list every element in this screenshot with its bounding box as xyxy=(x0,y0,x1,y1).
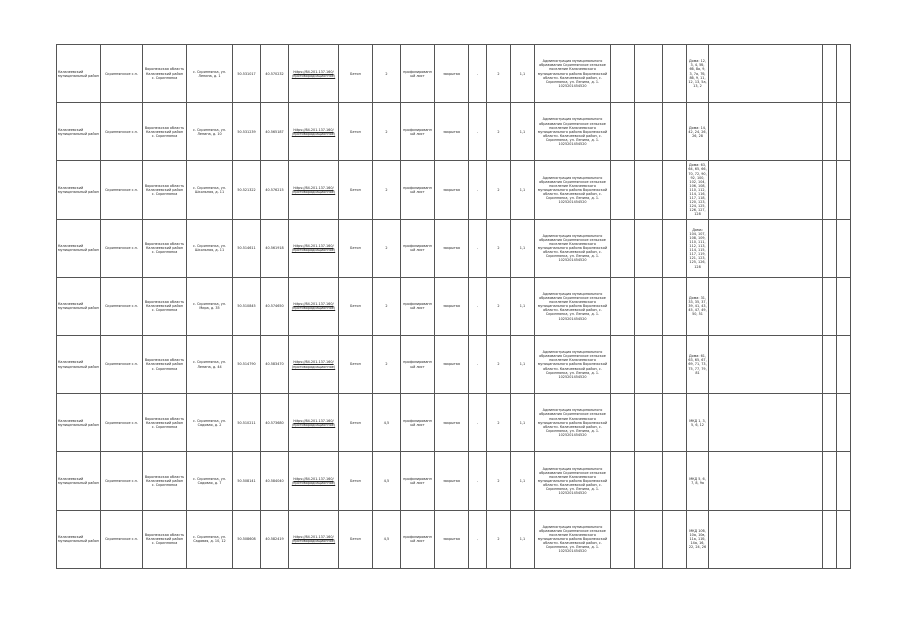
cell-exits: 2 xyxy=(487,45,511,103)
cell-col-18 xyxy=(663,335,687,393)
cell-region-address: Воронежская область Калачеевский район с. Скрипнянка xyxy=(143,277,187,335)
cell-roof-material: профилированный лист xyxy=(401,161,435,219)
table-row xyxy=(57,335,851,393)
cell-col-19: Дома: 104, 107, 108, 109, 110, 111, 112, 113, 114, 115, 117, 119, 121, 123, 125, 126, 128 xyxy=(687,219,709,277)
cell-wall-material: Бетон xyxy=(339,45,373,103)
cell-floors: 2 xyxy=(373,161,401,219)
cell-shelter-type: https://84.201.137.160/ (противорадиационное) xyxy=(289,103,339,161)
cell-shelter-type: https://84.201.137.160/ (противорадиационное) xyxy=(289,161,339,219)
cell-col-19: Дома: 12, 3, 4, 5б, 6б, 8а, 9, 3, 7а, 7б, 8б, 9, 11, 12, 13, 5а, 13, 2 xyxy=(687,45,709,103)
cell-longitude: 40.582419 xyxy=(261,510,289,568)
cell-capacity: - xyxy=(469,277,487,335)
cell-access-type: закрытая xyxy=(435,335,469,393)
cell-col-16 xyxy=(611,394,635,452)
cell-col-21 xyxy=(823,219,837,277)
cell-col-16 xyxy=(611,335,635,393)
table-row xyxy=(57,277,851,335)
cell-col-17 xyxy=(635,452,663,510)
cell-col-22 xyxy=(837,161,851,219)
cell-col-22 xyxy=(837,277,851,335)
cell-longitude: 40.584040 xyxy=(261,452,289,510)
cell-capacity: - xyxy=(469,335,487,393)
cell-wall-material: Бетон xyxy=(339,161,373,219)
cell-col-16 xyxy=(611,277,635,335)
cell-height: 1,1 xyxy=(511,103,535,161)
cell-exits: 2 xyxy=(487,103,511,161)
cell-latitude: 50.510211 xyxy=(233,394,261,452)
cell-height: 1,1 xyxy=(511,219,535,277)
cell-height: 1,1 xyxy=(511,335,535,393)
shelter-registry-table xyxy=(56,44,851,569)
cell-roof-material: профилированный лист xyxy=(401,335,435,393)
cell-served-buildings xyxy=(709,510,823,568)
cell-col-19: МКД 1, 3, 5, 6, 12 xyxy=(687,394,709,452)
cell-exits: 2 xyxy=(487,161,511,219)
cell-col-18 xyxy=(663,161,687,219)
cell-height: 1,1 xyxy=(511,510,535,568)
cell-wall-material: Бетон xyxy=(339,103,373,161)
cell-street-address: с. Скрипнянка, ул. Школьная, д. 11 xyxy=(187,161,233,219)
cell-access-type: закрытая xyxy=(435,103,469,161)
cell-district: Калачеевский муниципальный район xyxy=(57,45,101,103)
cell-served-buildings xyxy=(709,452,823,510)
cell-settlement: Скрипнянское с.п. xyxy=(101,277,143,335)
cell-access-type: закрытая xyxy=(435,45,469,103)
cell-floors: 4,5 xyxy=(373,394,401,452)
cell-exits: 2 xyxy=(487,452,511,510)
table-row xyxy=(57,394,851,452)
cell-settlement: Скрипнянское с.п. xyxy=(101,219,143,277)
cell-col-18 xyxy=(663,452,687,510)
cell-col-19: Дома: 61, 63, 65, 67, 69, 71, 73, 75, 77, 79, 81 xyxy=(687,335,709,393)
cell-col-17 xyxy=(635,219,663,277)
cell-region-address: Воронежская область Калачеевский район с. Скрипнянка xyxy=(143,103,187,161)
cell-street-address: с. Скрипнянка, ул. Ленина, д. 10 xyxy=(187,103,233,161)
cell-capacity: - xyxy=(469,103,487,161)
cell-owner-info: Администрация муниципального образования Скрипнянское сельское поселение Калачеевского муниципального района Воронежской области. Калачеевский район, с. Скрипнянка, ул. Ленина, д. 1. 1025201454520 xyxy=(535,219,611,277)
cell-longitude: 40.576215 xyxy=(261,161,289,219)
cell-street-address: с. Скрипнянка, ул. Мира, д. 35 xyxy=(187,277,233,335)
cell-access-type: закрытая xyxy=(435,510,469,568)
cell-roof-material: профилированный лист xyxy=(401,452,435,510)
cell-col-21 xyxy=(823,335,837,393)
cell-access-type: закрытая xyxy=(435,219,469,277)
cell-floors: 4,5 xyxy=(373,510,401,568)
cell-latitude: 50.531017 xyxy=(233,45,261,103)
cell-col-16 xyxy=(611,510,635,568)
cell-district: Калачеевский муниципальный район xyxy=(57,277,101,335)
cell-col-18 xyxy=(663,277,687,335)
cell-col-16 xyxy=(611,161,635,219)
cell-access-type: закрытая xyxy=(435,161,469,219)
cell-access-type: закрытая xyxy=(435,277,469,335)
cell-col-22 xyxy=(837,394,851,452)
cell-settlement: Скрипнянское с.п. xyxy=(101,45,143,103)
cell-floors: 2 xyxy=(373,103,401,161)
cell-exits: 2 xyxy=(487,277,511,335)
cell-owner-info: Администрация муниципального образования Скрипнянское сельское поселение Калачеевского муниципального района Воронежской области. Калачеевский район, с. Скрипнянка, ул. Ленина, д. 1. 1025201454520 xyxy=(535,452,611,510)
cell-district: Калачеевский муниципальный район xyxy=(57,335,101,393)
cell-col-19: Дома: 14, 42, 24, 26, 26, 28 xyxy=(687,103,709,161)
cell-col-22 xyxy=(837,45,851,103)
cell-col-21 xyxy=(823,394,837,452)
cell-latitude: 50.510845 xyxy=(233,277,261,335)
cell-region-address: Воронежская область Калачеевский район с. Скрипнянка xyxy=(143,45,187,103)
cell-served-buildings xyxy=(709,277,823,335)
cell-longitude: 40.574650 xyxy=(261,277,289,335)
cell-district: Калачеевский муниципальный район xyxy=(57,510,101,568)
cell-height: 1,1 xyxy=(511,452,535,510)
cell-street-address: с. Скрипнянка, ул. Садовая, д. 2 xyxy=(187,394,233,452)
cell-col-21 xyxy=(823,277,837,335)
cell-served-buildings xyxy=(709,219,823,277)
cell-col-18 xyxy=(663,510,687,568)
cell-owner-info: Администрация муниципального образования Скрипнянское сельское поселение Калачеевского муниципального района Воронежской области. Калачеевский район, с. Скрипнянка, ул. Ленина, д. 1. 1025201454520 xyxy=(535,161,611,219)
cell-region-address: Воронежская область Калачеевский район с. Скрипнянка xyxy=(143,452,187,510)
cell-col-17 xyxy=(635,394,663,452)
cell-served-buildings xyxy=(709,394,823,452)
cell-col-17 xyxy=(635,335,663,393)
table-row xyxy=(57,161,851,219)
cell-region-address: Воронежская область Калачеевский район с. Скрипнянка xyxy=(143,510,187,568)
cell-latitude: 50.514790 xyxy=(233,335,261,393)
cell-settlement: Скрипнянское с.п. xyxy=(101,510,143,568)
cell-col-22 xyxy=(837,103,851,161)
cell-longitude: 40.561918 xyxy=(261,219,289,277)
cell-settlement: Скрипнянское с.п. xyxy=(101,335,143,393)
cell-height: 1,1 xyxy=(511,394,535,452)
cell-region-address: Воронежская область Калачеевский район с. Скрипнянка xyxy=(143,219,187,277)
cell-owner-info: Администрация муниципального образования Скрипнянское сельское поселение Калачеевского муниципального района Воронежской области. Калачеевский район, с. Скрипнянка, ул. Ленина, д. 1. 1025201454520 xyxy=(535,394,611,452)
cell-longitude: 40.583470 xyxy=(261,335,289,393)
cell-shelter-type: https://84.201.137.160/ (противорадиационное) xyxy=(289,45,339,103)
cell-floors: 2 xyxy=(373,45,401,103)
cell-col-16 xyxy=(611,103,635,161)
cell-capacity: - xyxy=(469,45,487,103)
cell-col-22 xyxy=(837,510,851,568)
cell-col-18 xyxy=(663,45,687,103)
cell-district: Калачеевский муниципальный район xyxy=(57,161,101,219)
cell-settlement: Скрипнянское с.п. xyxy=(101,103,143,161)
cell-street-address: с. Скрипнянка, ул. Школьная, д. 11 xyxy=(187,219,233,277)
cell-district: Калачеевский муниципальный район xyxy=(57,394,101,452)
table-row xyxy=(57,45,851,103)
cell-region-address: Воронежская область Калачеевский район с. Скрипнянка xyxy=(143,394,187,452)
cell-wall-material: Бетон xyxy=(339,219,373,277)
cell-shelter-type: https://84.201.137.160/ (противорадиационное) xyxy=(289,394,339,452)
cell-exits: 2 xyxy=(487,219,511,277)
cell-roof-material: профилированный лист xyxy=(401,219,435,277)
cell-settlement: Скрипнянское с.п. xyxy=(101,452,143,510)
cell-col-17 xyxy=(635,103,663,161)
cell-wall-material: Бетон xyxy=(339,452,373,510)
cell-street-address: с. Скрипнянка, ул. Ленина, д. 1 xyxy=(187,45,233,103)
cell-col-18 xyxy=(663,103,687,161)
cell-col-19: Дома: 31, 33, 35, 37, 39, 41, 43, 45, 47, 49, 50, 51 xyxy=(687,277,709,335)
cell-latitude: 50.514611 xyxy=(233,219,261,277)
cell-wall-material: Бетон xyxy=(339,277,373,335)
cell-district: Калачеевский муниципальный район xyxy=(57,452,101,510)
cell-roof-material: профилированный лист xyxy=(401,45,435,103)
table-row xyxy=(57,452,851,510)
cell-col-21 xyxy=(823,45,837,103)
table-row xyxy=(57,219,851,277)
cell-col-17 xyxy=(635,45,663,103)
cell-col-21 xyxy=(823,161,837,219)
cell-owner-info: Администрация муниципального образования Скрипнянское сельское поселение Калачеевского муниципального района Воронежской области. Калачеевский район, с. Скрипнянка, ул. Ленина, д. 1. 1025201454520 xyxy=(535,510,611,568)
cell-exits: 2 xyxy=(487,510,511,568)
cell-col-22 xyxy=(837,452,851,510)
cell-shelter-type: https://84.201.137.160/ (противорадиационное) xyxy=(289,510,339,568)
cell-col-16 xyxy=(611,45,635,103)
cell-latitude: 50.508141 xyxy=(233,452,261,510)
cell-col-22 xyxy=(837,335,851,393)
cell-exits: 2 xyxy=(487,394,511,452)
cell-street-address: с. Скрипнянка, ул. Садовая, д. 7 xyxy=(187,452,233,510)
cell-shelter-type: https://84.201.137.160/ (противорадиационное) xyxy=(289,219,339,277)
cell-floors: 2 xyxy=(373,277,401,335)
cell-wall-material: Бетон xyxy=(339,335,373,393)
cell-col-17 xyxy=(635,161,663,219)
table-body xyxy=(57,45,851,569)
cell-roof-material: профилированный лист xyxy=(401,394,435,452)
cell-capacity: - xyxy=(469,510,487,568)
cell-roof-material: профилированный лист xyxy=(401,510,435,568)
cell-height: 1,1 xyxy=(511,161,535,219)
cell-owner-info: Администрация муниципального образования Скрипнянское сельское поселение Калачеевского муниципального района Воронежской области. Калачеевский район, с. Скрипнянка, ул. Ленина, д. 1. 1025201454520 xyxy=(535,277,611,335)
cell-floors: 2 xyxy=(373,219,401,277)
cell-region-address: Воронежская область Калачеевский район с. Скрипнянка xyxy=(143,161,187,219)
cell-owner-info: Администрация муниципального образования Скрипнянское сельское поселение Калачеевского муниципального района Воронежской области. Калачеевский район, с. Скрипнянка, ул. Ленина, д. 1. 1025201454520 xyxy=(535,335,611,393)
cell-latitude: 50.531239 xyxy=(233,103,261,161)
cell-col-18 xyxy=(663,219,687,277)
cell-served-buildings xyxy=(709,45,823,103)
cell-latitude: 50.508608 xyxy=(233,510,261,568)
cell-served-buildings xyxy=(709,161,823,219)
cell-height: 1,1 xyxy=(511,277,535,335)
cell-roof-material: профилированный лист xyxy=(401,103,435,161)
table-row xyxy=(57,103,851,161)
cell-wall-material: Бетон xyxy=(339,510,373,568)
cell-col-17 xyxy=(635,510,663,568)
cell-district: Калачеевский муниципальный район xyxy=(57,103,101,161)
cell-capacity: - xyxy=(469,394,487,452)
cell-col-16 xyxy=(611,452,635,510)
cell-settlement: Скрипнянское с.п. xyxy=(101,394,143,452)
cell-col-18 xyxy=(663,394,687,452)
cell-shelter-type: https://84.201.137.160/ (противорадиационное) xyxy=(289,335,339,393)
cell-col-21 xyxy=(823,452,837,510)
cell-longitude: 40.565187 xyxy=(261,103,289,161)
cell-col-21 xyxy=(823,510,837,568)
cell-col-21 xyxy=(823,103,837,161)
cell-capacity: - xyxy=(469,219,487,277)
cell-col-19: МКД 10б, 10а, 10в, 11а, 11б, 14а, 16, 22, 24, 26 xyxy=(687,510,709,568)
cell-settlement: Скрипнянское с.п. xyxy=(101,161,143,219)
cell-col-16 xyxy=(611,219,635,277)
cell-street-address: с. Скрипнянка, ул. Садовая, д. 10, 12 xyxy=(187,510,233,568)
cell-shelter-type: https://84.201.137.160/ (противорадиационное) xyxy=(289,277,339,335)
cell-shelter-type: https://84.201.137.160/ (противорадиационное) xyxy=(289,452,339,510)
cell-served-buildings xyxy=(709,103,823,161)
cell-wall-material: Бетон xyxy=(339,394,373,452)
cell-height: 1,1 xyxy=(511,45,535,103)
cell-col-19: МКД 5, 6, 7, 8, 9а xyxy=(687,452,709,510)
cell-access-type: закрытая xyxy=(435,394,469,452)
cell-col-17 xyxy=(635,277,663,335)
cell-district: Калачеевский муниципальный район xyxy=(57,219,101,277)
cell-served-buildings xyxy=(709,335,823,393)
cell-street-address: с. Скрипнянка, ул. Ленина, д. 44 xyxy=(187,335,233,393)
cell-floors: 2 xyxy=(373,335,401,393)
cell-capacity: - xyxy=(469,452,487,510)
cell-capacity: - xyxy=(469,161,487,219)
cell-latitude: 50.521322 xyxy=(233,161,261,219)
cell-roof-material: профилированный лист xyxy=(401,277,435,335)
cell-col-22 xyxy=(837,219,851,277)
cell-col-19: Дома: 63, 64, 65, 66, 70, 72, 90, 92, 100, 102, 104, 106, 108, 110, 112, 114, 116, 117, 118, 120, 123, 124, 125, 126, 127, 128 xyxy=(687,161,709,219)
cell-owner-info: Администрация муниципального образования Скрипнянское сельское поселение Калачеевского муниципального района Воронежской области. Калачеевский район, с. Скрипнянка, ул. Ленина, д. 1. 1025201454520 xyxy=(535,45,611,103)
cell-owner-info: Администрация муниципального образования Скрипнянское сельское поселение Калачеевского муниципального района Воронежской области. Калачеевский район, с. Скрипнянка, ул. Ленина, д. 1. 1025201454520 xyxy=(535,103,611,161)
cell-longitude: 40.570232 xyxy=(261,45,289,103)
cell-access-type: закрытая xyxy=(435,452,469,510)
cell-region-address: Воронежская область Калачеевский район с. Скрипнянка xyxy=(143,335,187,393)
cell-exits: 2 xyxy=(487,335,511,393)
table-row xyxy=(57,510,851,568)
cell-longitude: 40.573680 xyxy=(261,394,289,452)
cell-floors: 4,5 xyxy=(373,452,401,510)
